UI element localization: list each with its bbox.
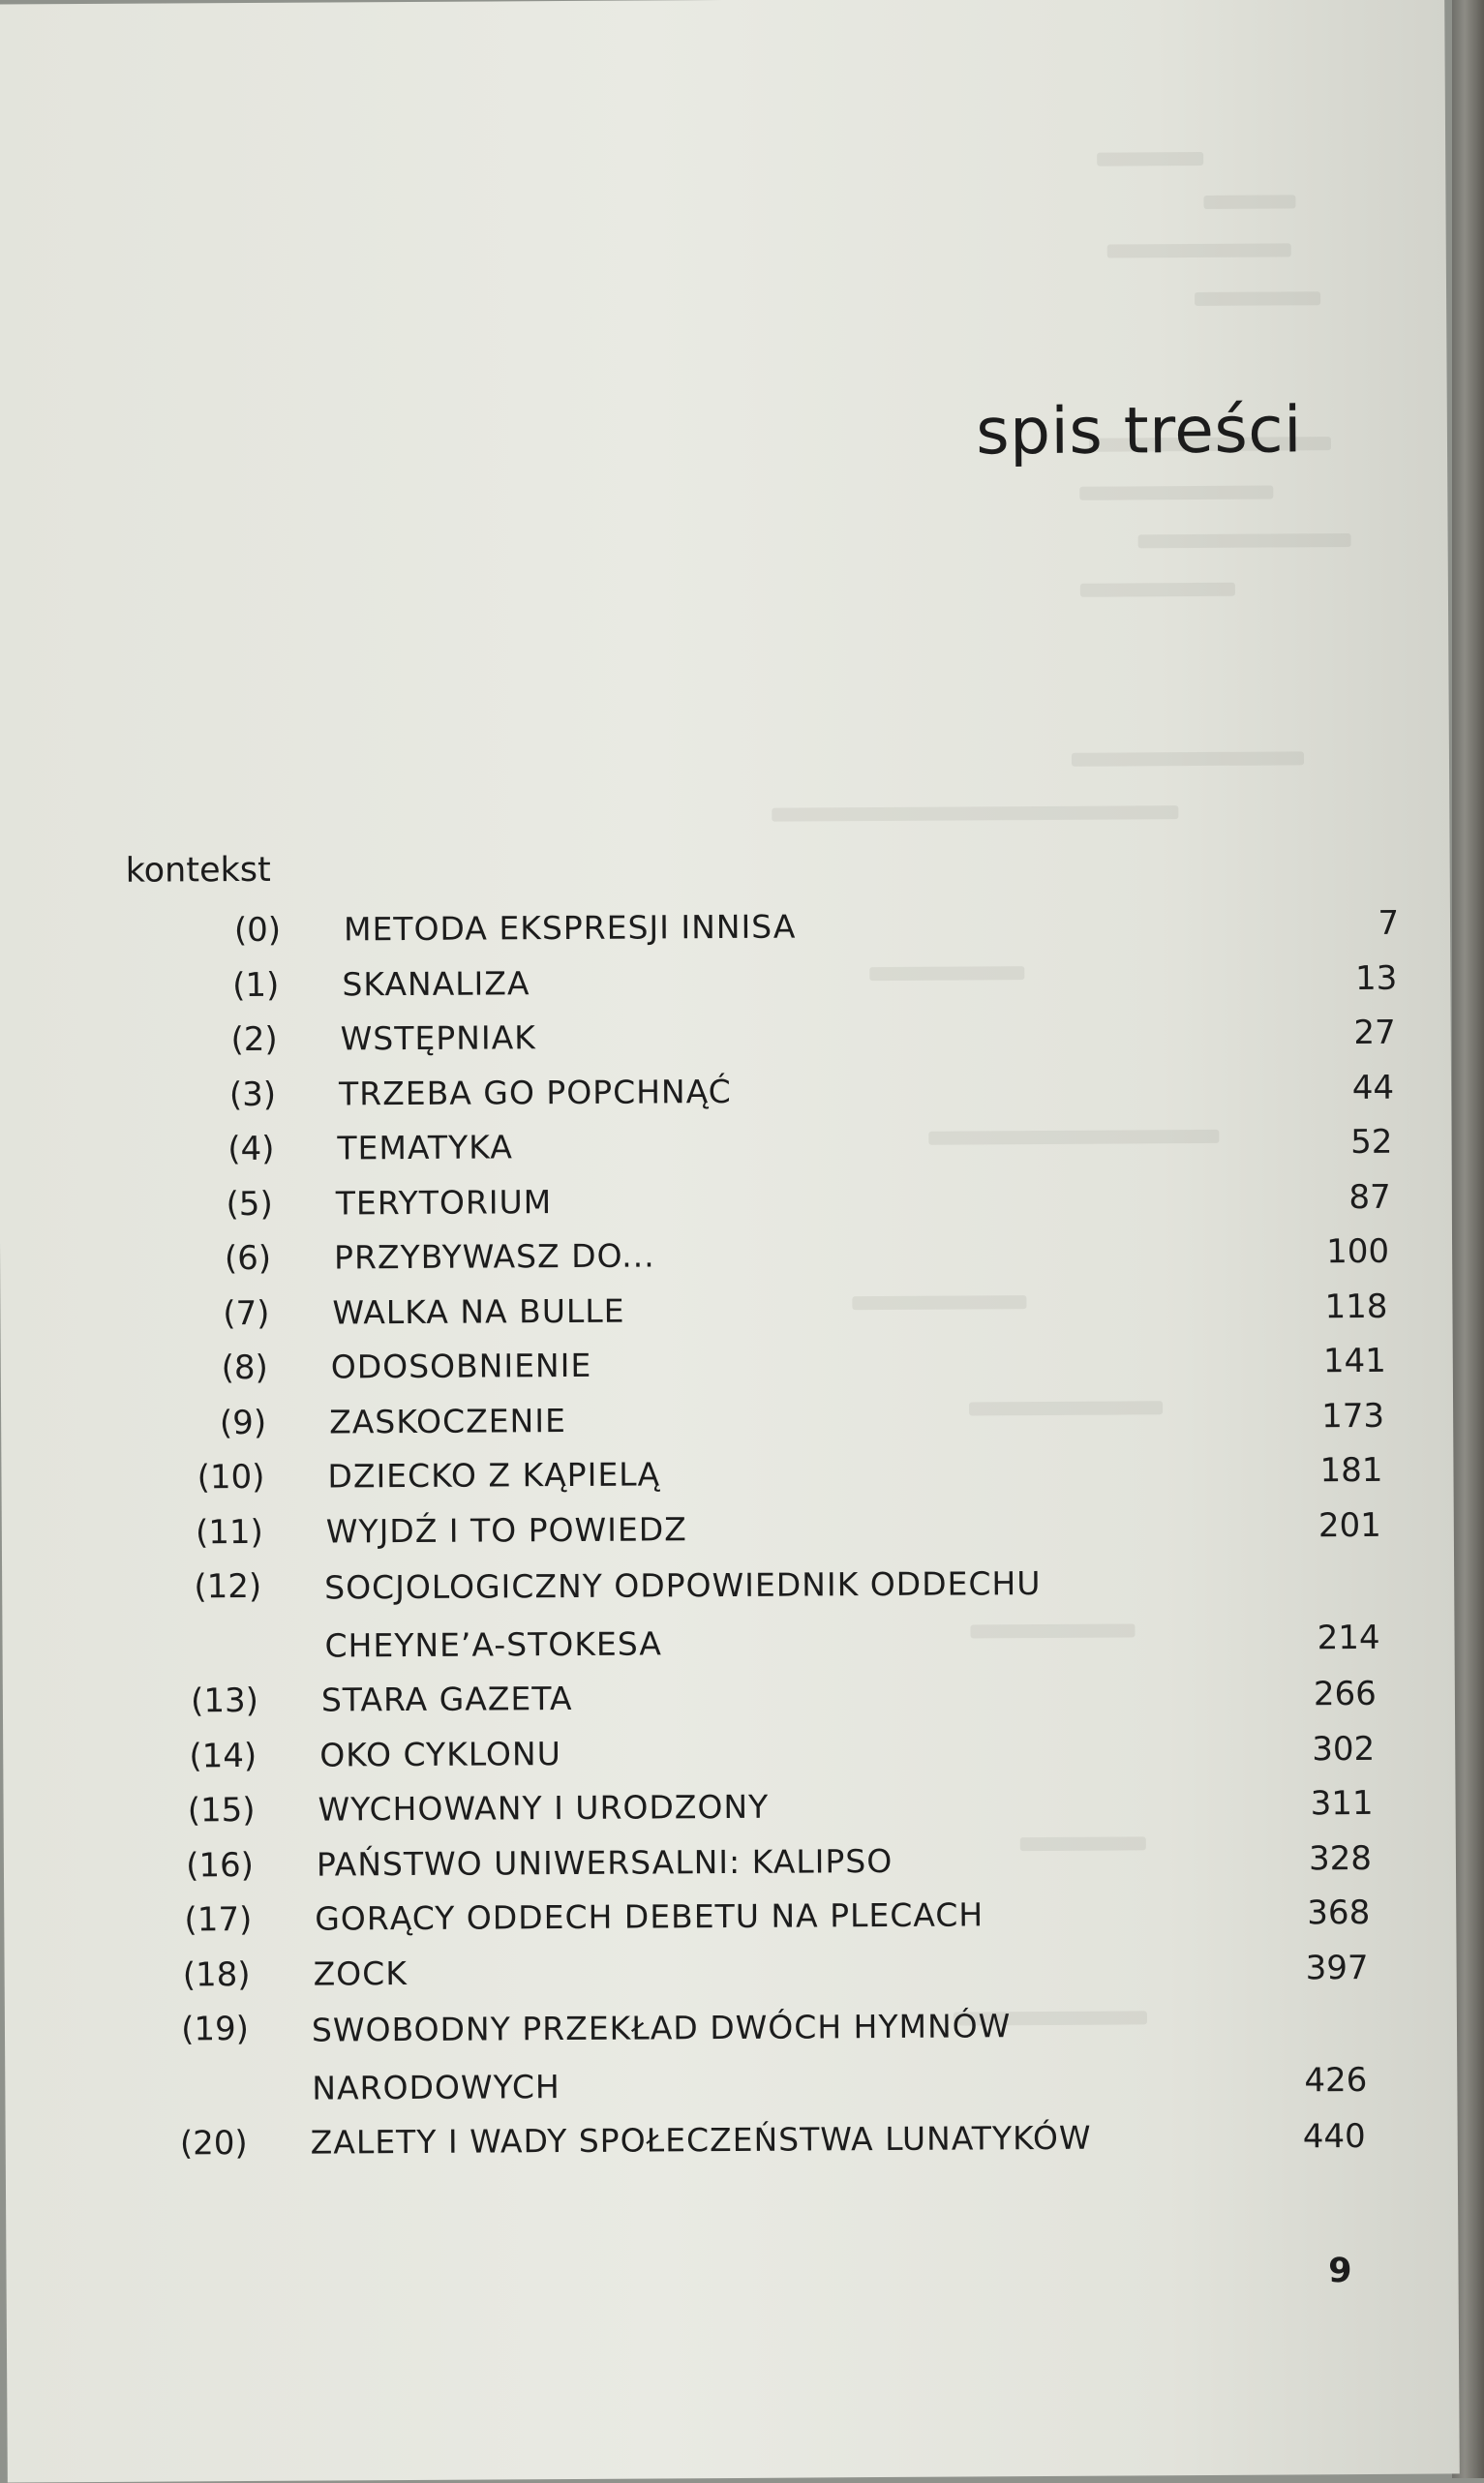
chapter-number: (11) xyxy=(195,1512,263,1552)
toc-entry xyxy=(153,1940,1368,2002)
chapter-title: SOCJOLOGICZNY ODPOWIEDNIK ODDECHU CHEYNE’A-STOKESA xyxy=(324,1564,1042,1665)
page-number: 7 xyxy=(1378,903,1400,943)
chapter-number: (2) xyxy=(230,1019,278,1060)
table-of-contents xyxy=(143,896,1400,2171)
chapter-title: PRZYBYWASZ DO... xyxy=(333,1236,655,1277)
toc-entry xyxy=(157,1831,1372,1893)
page-title: spis treści xyxy=(976,392,1303,469)
toc-entry xyxy=(165,1553,1380,1675)
chapter-title: SKANALIZA xyxy=(342,963,530,1003)
chapter-number: (16) xyxy=(186,1845,255,1885)
page-number: 302 xyxy=(1312,1729,1376,1769)
chapter-title: PAŃSTWO UNIWERSALNI: KALIPSO xyxy=(316,1841,893,1884)
chapter-number: (6) xyxy=(224,1238,272,1279)
page-number: 141 xyxy=(1322,1341,1386,1381)
chapter-number: (19) xyxy=(181,2010,250,2049)
chapter-title: WYJDŹ I TO POWIEDZ xyxy=(325,1509,687,1551)
chapter-number: (4) xyxy=(227,1129,275,1169)
toc-entry xyxy=(167,1498,1381,1559)
toc-entry xyxy=(172,1279,1387,1341)
page-number: 100 xyxy=(1326,1231,1390,1272)
chapter-title: ODOSOBNIENIE xyxy=(330,1346,592,1386)
toc-entry xyxy=(152,1995,1368,2117)
chapter-number: (12) xyxy=(194,1566,262,1607)
chapter-number: (20) xyxy=(179,2124,248,2164)
page-number: 328 xyxy=(1308,1838,1373,1878)
chapter-number: (13) xyxy=(190,1681,259,1721)
chapter-number: (0) xyxy=(233,910,282,951)
page-number: 173 xyxy=(1321,1396,1385,1436)
toc-entry xyxy=(160,1721,1375,1783)
toc-entry xyxy=(176,1169,1391,1231)
chapter-title: METODA EKSPRESJI INNISA xyxy=(343,907,797,949)
toc-entry xyxy=(181,1006,1396,1068)
toc-entry xyxy=(155,1886,1370,1948)
chapter-number: (14) xyxy=(189,1736,257,1775)
toc-entry xyxy=(151,2109,1366,2171)
chapter-title: DZIECKO Z KĄPIELĄ xyxy=(327,1455,661,1496)
toc-entry xyxy=(179,1060,1394,1122)
page-number: 181 xyxy=(1319,1450,1383,1491)
toc-entry xyxy=(162,1667,1377,1729)
chapter-title: OKO CYKLONU xyxy=(319,1734,561,1774)
page-number: 44 xyxy=(1351,1068,1395,1107)
toc-entry xyxy=(169,1388,1384,1450)
chapter-title: GORĄCY ODDECH DEBETU NA PLECACH xyxy=(315,1895,984,1938)
chapter-title: ZOCK xyxy=(313,1953,409,1993)
toc-entry xyxy=(184,896,1399,958)
toc-entry xyxy=(158,1776,1373,1838)
chapter-title: WALKA NA BULLE xyxy=(332,1291,625,1331)
page-number: 440 xyxy=(1302,2116,1366,2157)
page-number: 118 xyxy=(1324,1287,1388,1326)
page-number: 311 xyxy=(1310,1783,1374,1824)
chapter-number: (3) xyxy=(228,1075,277,1114)
chapter-title: ZASKOCZENIE xyxy=(329,1401,566,1441)
page-number: 426 xyxy=(1304,2060,1368,2101)
chapter-number: (1) xyxy=(232,965,280,1005)
page-number: 87 xyxy=(1348,1177,1391,1217)
chapter-number: (7) xyxy=(223,1293,270,1333)
toc-entry xyxy=(171,1334,1386,1396)
chapter-number: (17) xyxy=(184,1900,253,1940)
section-label: kontekst xyxy=(125,850,271,891)
chapter-title: TEMATYKA xyxy=(337,1128,513,1167)
chapter-number: (10) xyxy=(197,1457,265,1498)
chapter-title: WSTĘPNIAK xyxy=(340,1018,536,1058)
page-number: 397 xyxy=(1305,1948,1369,1987)
chapter-title: TERYTORIUM xyxy=(335,1182,553,1222)
page-number: 214 xyxy=(1317,1618,1380,1658)
page-number: 13 xyxy=(1354,958,1398,998)
chapter-number: (9) xyxy=(219,1403,267,1442)
page-number: 27 xyxy=(1353,1013,1396,1053)
toc-entry xyxy=(182,951,1397,1013)
chapter-title: STARA GAZETA xyxy=(320,1679,573,1719)
toc-entry xyxy=(174,1225,1389,1287)
chapter-title: WYCHOWANY I URODZONY xyxy=(318,1787,770,1829)
chapter-number: (5) xyxy=(226,1184,273,1224)
toc-entry xyxy=(167,1443,1382,1505)
page-number: 52 xyxy=(1350,1122,1393,1163)
chapter-number: (15) xyxy=(187,1790,256,1831)
page-number: 266 xyxy=(1313,1674,1378,1714)
chapter-title: TRZEBA GO POPCHNĄĆ xyxy=(338,1072,732,1112)
chapter-title: ZALETY I WADY SPOŁECZEŃSTWA LUNATYKÓW xyxy=(310,2118,1092,2162)
chapter-title: SWOBODNY PRZEKŁAD DWÓCH HYMNÓW NARODOWYCH xyxy=(311,2007,1012,2107)
page-number: 368 xyxy=(1307,1893,1371,1933)
chapter-number: (8) xyxy=(221,1347,268,1388)
toc-entry xyxy=(177,1115,1392,1177)
chapter-number: (18) xyxy=(182,1954,251,1994)
page-number: 201 xyxy=(1317,1505,1381,1545)
page-folio-number: 9 xyxy=(1328,2252,1352,2291)
